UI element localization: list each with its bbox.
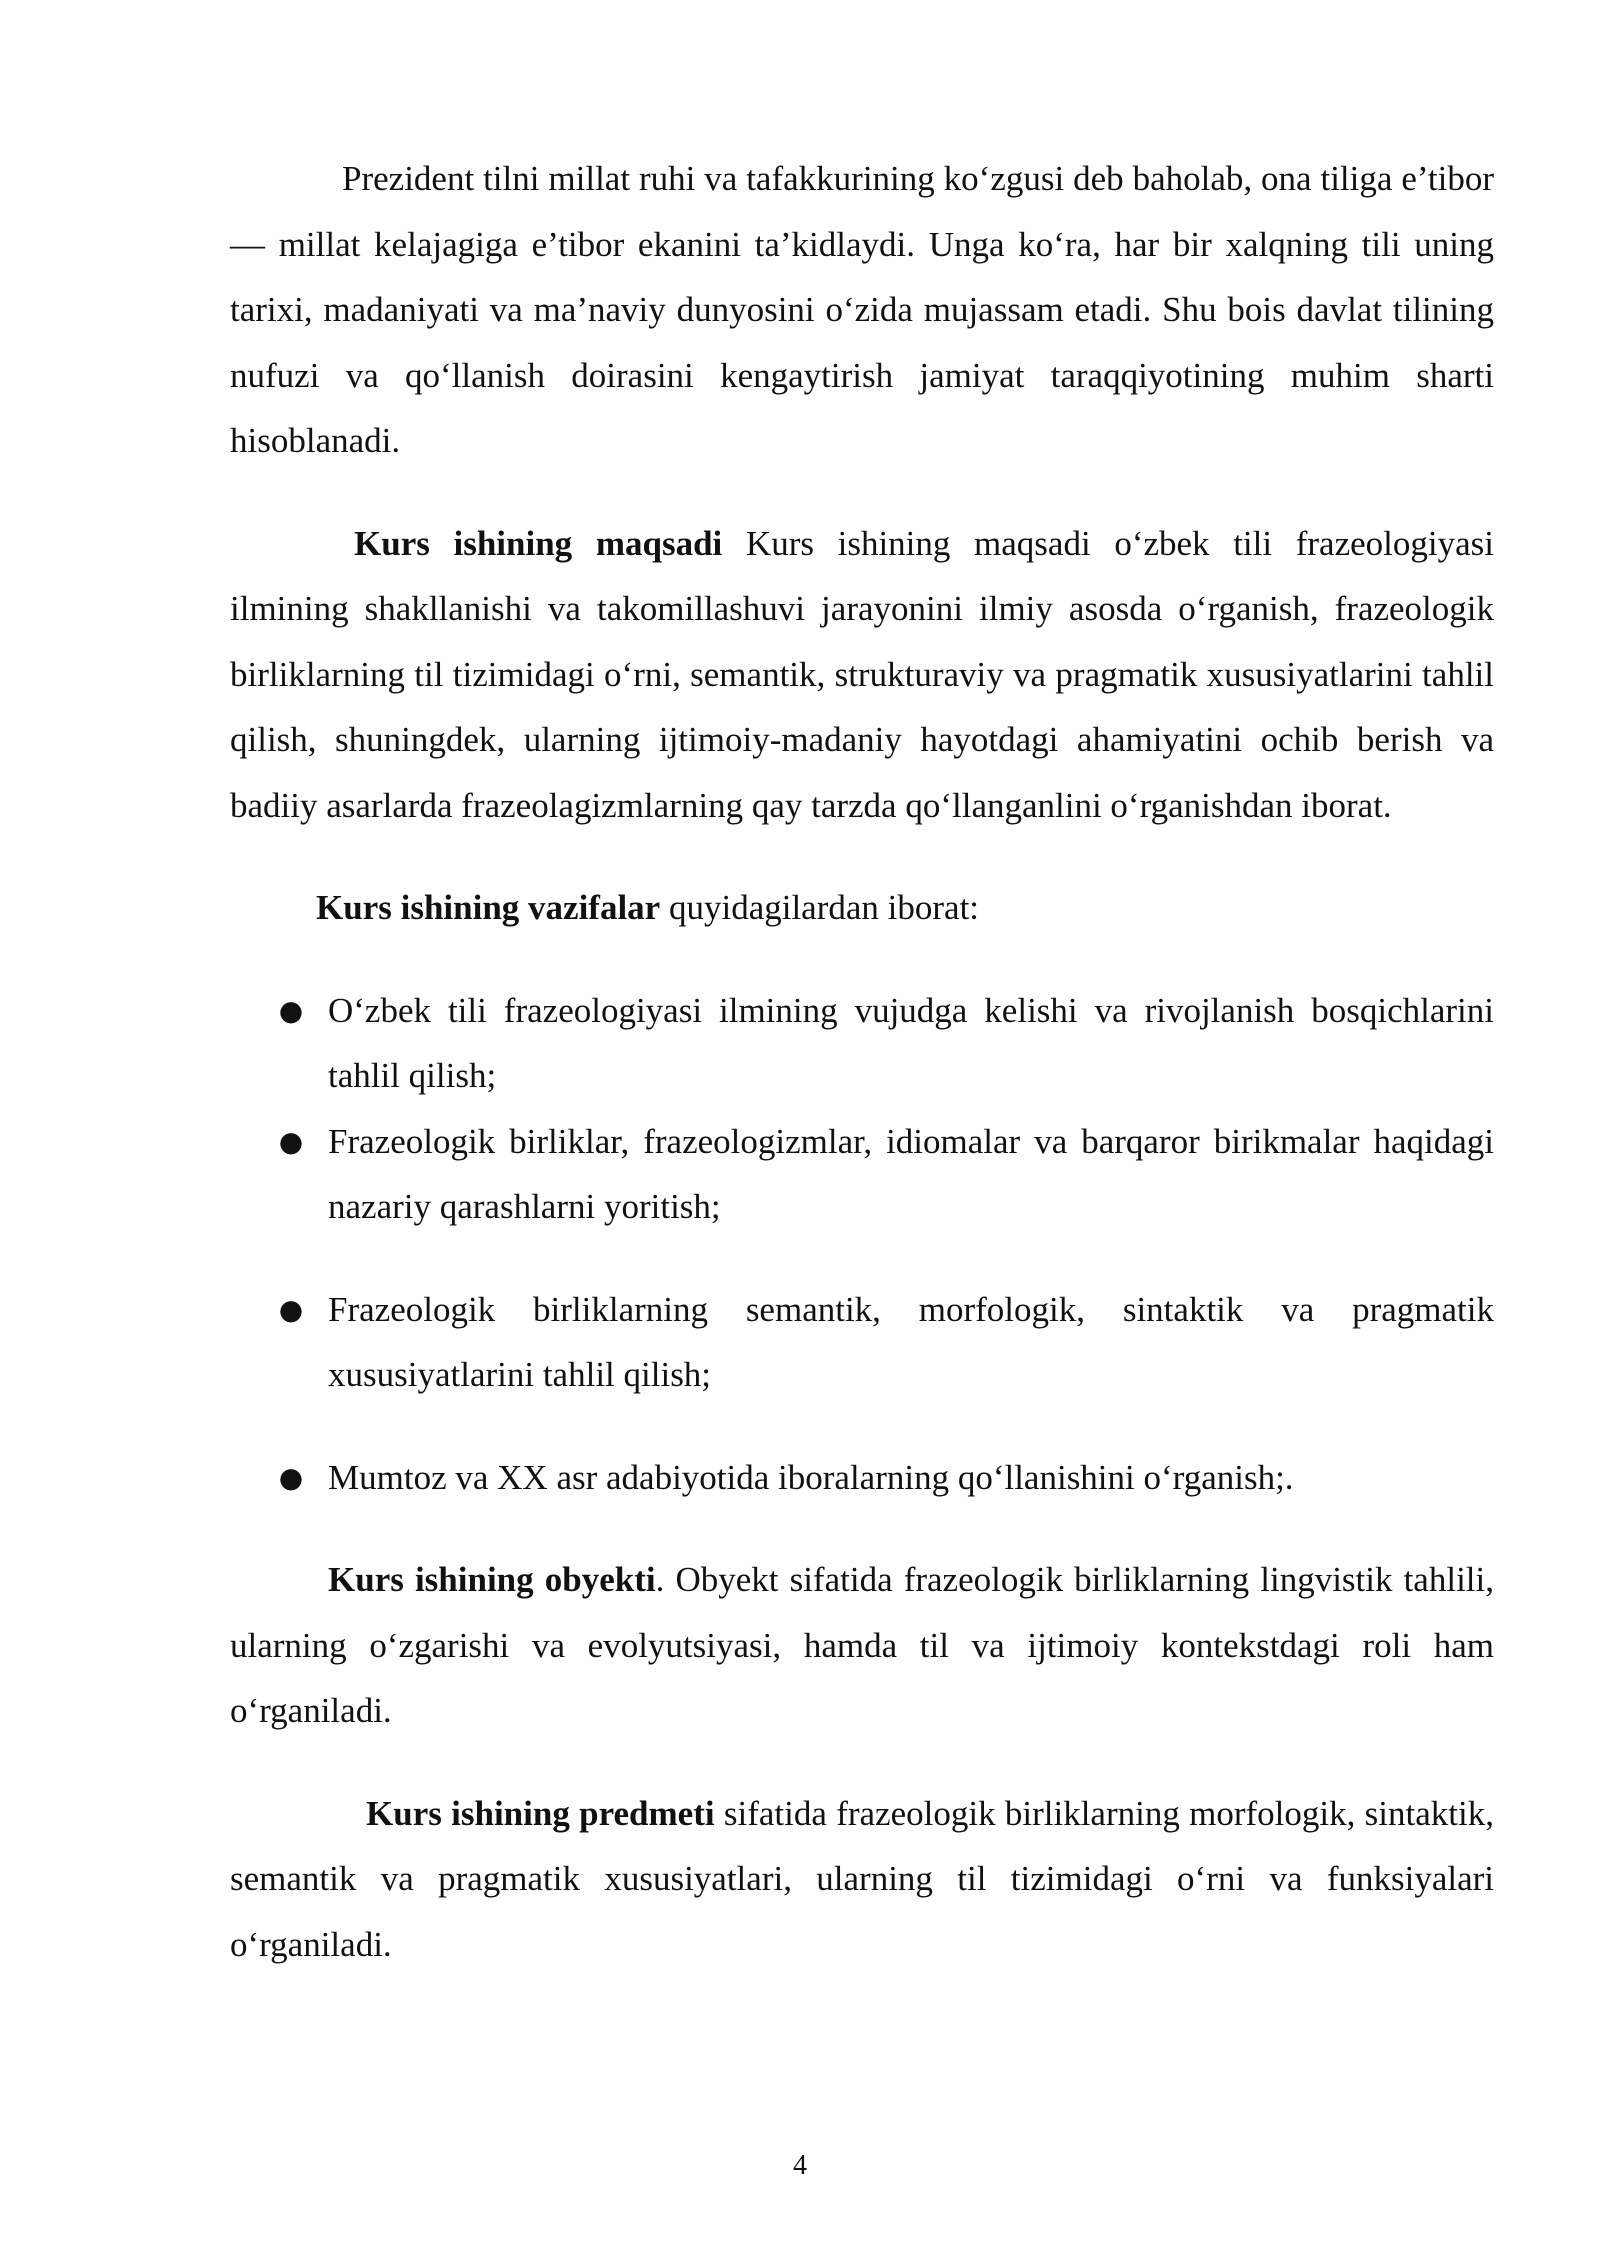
tasks-label: Kurs ishining vazifalar	[316, 888, 661, 927]
list-item	[230, 1445, 1494, 1511]
list-item-text: Frazeologik birliklarning semantik, morfologik, sintaktik va pragmatik xususiyatlarini tahlil qilish;	[328, 1289, 1494, 1394]
list-item-text: O‘zbek tili frazeologiyasi ilmining vujudga kelishi va rivojlanish bosqichlarini tahlil qilish;	[328, 990, 1494, 1095]
list-item	[230, 1109, 1494, 1240]
goal-paragraph	[230, 511, 1494, 839]
tasks-paragraph	[230, 875, 1494, 941]
object-paragraph	[230, 1547, 1494, 1744]
list-item	[230, 978, 1494, 1109]
list-item	[230, 1277, 1494, 1408]
tasks-text: quyidagilardan iborat:	[660, 888, 980, 927]
list-item-text: Frazeologik birliklar, frazeologizmlar, idiomalar va barqaror birikmalar haqidagi nazariy qarashlarni yoritish;	[328, 1121, 1494, 1226]
page-content	[230, 146, 1494, 1977]
bullet-icon: ●	[278, 1124, 304, 1158]
object-label: Kurs ishining obyekti	[328, 1560, 656, 1599]
bullet-icon: ●	[278, 993, 304, 1027]
bullet-icon: ●	[278, 1292, 304, 1326]
subject-paragraph	[230, 1781, 1494, 1978]
subject-label: Kurs ishining predmeti	[366, 1793, 715, 1833]
intro-paragraph: Prezident tilni millat ruhi va tafakkurining ko‘zgusi deb baholab, ona tiliga e’tibor — millat kelajagiga e’tibor ekanini ta’kidlaydi. Unga ko‘ra, har bir xalqning tili uning tarixi, madaniyati va ma’naviy dunyosini o‘zida mujassam etadi. Shu bois davlat tilining nufuzi va qo‘llanish doirasini kengaytirish jamiyat taraqqiyotining muhim sharti hisoblanadi.	[230, 159, 1494, 460]
object-text: . Obyekt sifatida frazeologik birliklarning lingvistik tahlili, ularning o‘zgarishi va evolyutsiyasi, hamda til va ijtimoiy kontekstdagi roli ham o‘rganiladi.	[230, 1560, 1494, 1730]
bullet-icon: ●	[278, 1460, 304, 1494]
goal-text: Kurs ishining maqsadi o‘zbek tili frazeologiyasi ilmining shakllanishi va takomillashuvi jarayonini ilmiy asosda o‘rganish, frazeologik birliklarning til tizimidagi o‘rni, semantik, strukturaviy va pragmatik xususiyatlarini tahlil qilish, shuningdek, ularning ijtimoiy-madaniy hayotdagi ahamiyatini ochib berish va badiiy asarlarda frazeolagizmlarning qay tarzda qo‘llanganlini o‘rganishdan iborat.	[230, 523, 1494, 825]
goal-label: Kurs ishining maqsadi	[354, 523, 723, 563]
subject-text: sifatida frazeologik birliklarning morfologik, sintaktik, semantik va pragmatik xususiyatlari, ularning til tizimidagi o‘rni va funksiyalari o‘rganiladi.	[230, 1793, 1494, 1964]
page-number: 4	[793, 2150, 807, 2181]
tasks-list	[230, 978, 1494, 1511]
list-item-text: Mumtoz va XX asr adabiyotida iboralarning qo‘llanishini o‘rganish;.	[328, 1457, 1294, 1497]
